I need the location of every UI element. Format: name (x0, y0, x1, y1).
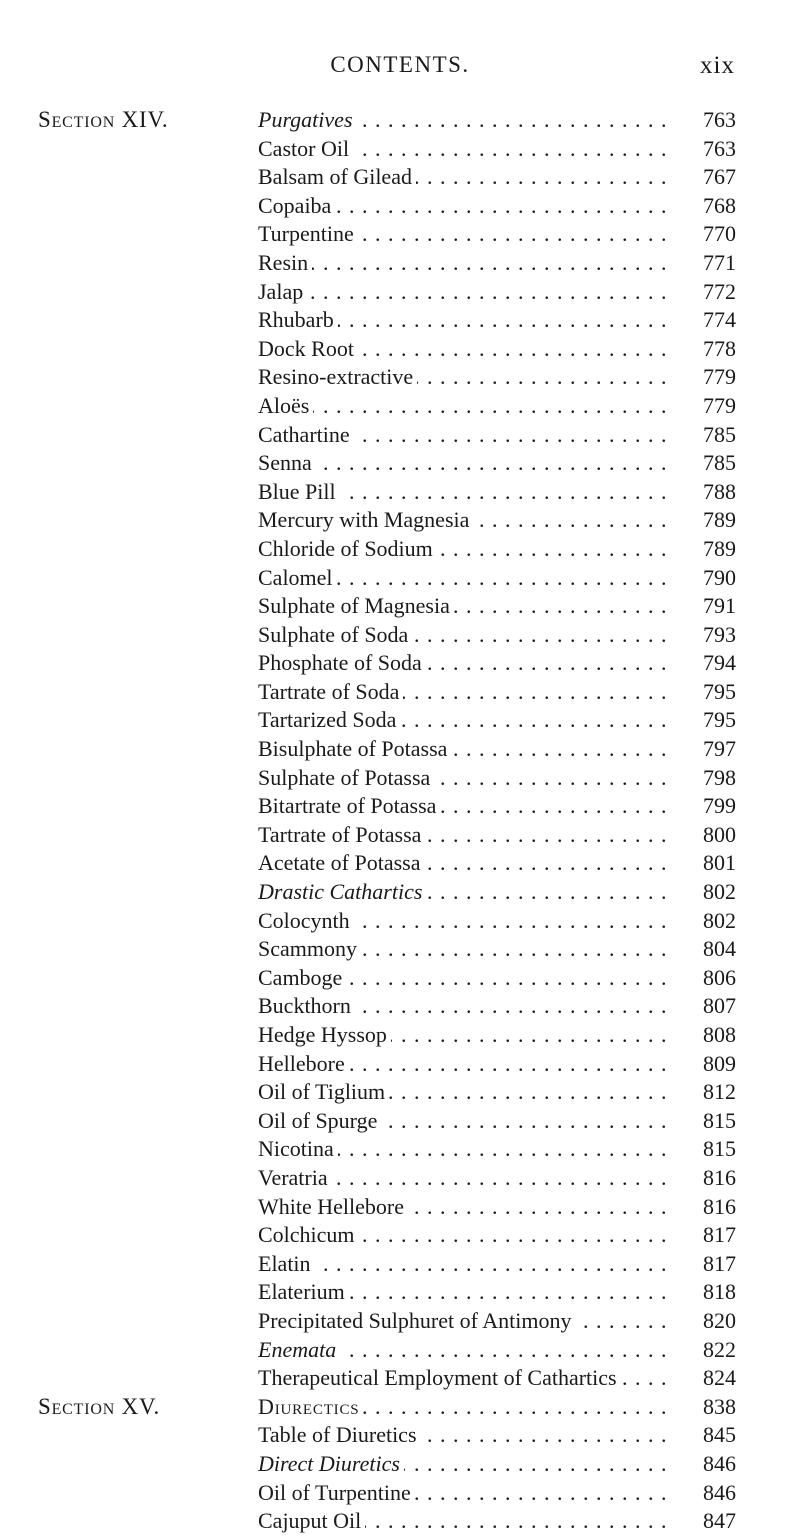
entry-label: Tartrate of Potassa (258, 822, 425, 847)
entry-label: Scammony (258, 936, 361, 961)
page-number: 763 (703, 135, 736, 161)
entry-label: Blue Pill (258, 479, 340, 504)
page-folio: xix (700, 52, 735, 79)
toc-row (0, 649, 800, 678)
toc-row (0, 220, 800, 249)
entry-label: Camboge (258, 965, 346, 990)
toc-row (0, 1336, 800, 1365)
entry-label: Senna (258, 450, 316, 475)
entry-label: Calomel (258, 565, 337, 590)
toc-row (0, 907, 800, 936)
toc-row (0, 964, 800, 993)
page-number: 772 (703, 278, 736, 304)
page-number: 795 (703, 707, 736, 733)
toc-entry (258, 649, 668, 678)
toc-entry (258, 106, 668, 135)
toc-entry (258, 163, 668, 192)
toc-entry (258, 1479, 668, 1508)
toc-entry (258, 1307, 668, 1336)
page-number: 779 (703, 364, 736, 390)
entry-label: Oil of Tiglium (258, 1079, 389, 1104)
entry-label: Resin (258, 250, 312, 275)
toc-entry (258, 1507, 668, 1536)
toc-entry (258, 421, 668, 450)
toc-row (0, 478, 800, 507)
page-number: 768 (703, 192, 736, 218)
page-number: 845 (703, 1422, 736, 1448)
page-number: 793 (703, 621, 736, 647)
toc-row (0, 849, 800, 878)
toc-entry (258, 1393, 668, 1422)
toc-entry (258, 535, 668, 564)
toc-row (0, 1107, 800, 1136)
section-heading: Section XIV. (38, 107, 169, 132)
entry-label: Hellebore (258, 1051, 349, 1076)
page-number: 804 (703, 936, 736, 962)
toc-entry (258, 220, 668, 249)
page-number: 824 (703, 1365, 736, 1391)
toc-row (0, 1507, 800, 1536)
entry-label: Bitartrate of Potassa (258, 793, 440, 818)
toc-row (0, 735, 800, 764)
entry-label: Rhubarb (258, 307, 338, 332)
toc-row (0, 1450, 800, 1479)
page-number: 802 (703, 907, 736, 933)
page-number: 800 (703, 821, 736, 847)
toc-entry (258, 878, 668, 907)
page-number: 785 (703, 450, 736, 476)
toc-row (0, 821, 800, 850)
entry-label: Hedge Hyssop (258, 1022, 391, 1047)
entry-label: Bisulphate of Potassa (258, 736, 451, 761)
toc-row (0, 1307, 800, 1336)
page-header (0, 52, 800, 92)
entry-label: Chloride of Sodium (258, 536, 437, 561)
entry-label: Colchicum (258, 1222, 359, 1247)
toc-row (0, 535, 800, 564)
page-number: 815 (703, 1136, 736, 1162)
toc-entry (258, 335, 668, 364)
toc-entry (258, 278, 668, 307)
toc-entry (258, 1336, 668, 1365)
toc-entry (258, 1107, 668, 1136)
page-number: 818 (703, 1279, 736, 1305)
entry-label: Resino-extractive (258, 364, 417, 389)
page-number: 771 (703, 249, 736, 275)
page-number: 763 (703, 107, 736, 132)
toc-entry (258, 1450, 668, 1479)
toc-row (0, 621, 800, 650)
entry-label: Cajuput Oil (258, 1508, 365, 1533)
toc-entry (258, 735, 668, 764)
toc-row (0, 706, 800, 735)
page-number: 791 (703, 593, 736, 619)
toc-row (0, 878, 800, 907)
toc-row (0, 1135, 800, 1164)
toc-row (0, 1221, 800, 1250)
page-number: 807 (703, 993, 736, 1019)
entry-label: Tartarized Soda (258, 707, 400, 732)
running-title: CONTENTS. (330, 52, 470, 77)
toc-entry (258, 1221, 668, 1250)
page-number: 846 (703, 1450, 736, 1476)
entry-label: Nicotina (258, 1136, 338, 1161)
toc-row (0, 421, 800, 450)
entry-label: Balsam of Gilead (258, 164, 416, 189)
toc-row (0, 335, 800, 364)
toc-entry (258, 306, 668, 335)
page-number: 820 (703, 1307, 736, 1333)
toc-row (0, 792, 800, 821)
entry-label: Castor Oil (258, 136, 353, 161)
section-heading: Section XV. (38, 1393, 161, 1419)
toc-entry (258, 1193, 668, 1222)
toc-entry (258, 1421, 668, 1450)
toc-entry (258, 1250, 668, 1279)
page-number: 789 (703, 535, 736, 561)
page-number: 795 (703, 678, 736, 704)
page-number: 817 (703, 1250, 736, 1276)
page-number: 809 (703, 1050, 736, 1076)
entry-label: Oil of Turpentine (258, 1480, 415, 1505)
page-number: 788 (703, 478, 736, 504)
page-number: 779 (703, 392, 736, 418)
toc-entry (258, 192, 668, 221)
toc-entry (258, 1278, 668, 1307)
entry-label: Elatin (258, 1251, 315, 1276)
toc-entry (258, 135, 668, 164)
page-number: 774 (703, 307, 736, 333)
page-number: 838 (703, 1393, 736, 1419)
toc-row (0, 449, 800, 478)
entry-label: Jalap (258, 279, 307, 304)
page-number: 808 (703, 1022, 736, 1047)
page-number: 798 (703, 764, 736, 790)
page-number: 802 (703, 879, 736, 905)
page-number: 770 (703, 221, 736, 247)
page-number: 817 (703, 1222, 736, 1248)
toc-row (0, 1278, 800, 1307)
page-number: 767 (703, 164, 736, 190)
toc-entry (258, 849, 668, 878)
entry-label: Drastic Cathartics (258, 879, 426, 904)
toc-row (0, 249, 800, 278)
page-number: 822 (703, 1336, 736, 1362)
toc-entry (258, 678, 668, 707)
entry-label: Direct Diuretics (258, 1451, 404, 1476)
toc-row (0, 1078, 800, 1107)
toc-entry (258, 363, 668, 392)
page-number: 806 (703, 964, 736, 990)
entry-label: Dock Root (258, 336, 358, 361)
page-number: 799 (703, 793, 736, 819)
toc-row (0, 1050, 800, 1079)
toc-row (0, 135, 800, 164)
toc-row (0, 1364, 800, 1393)
toc-entry (258, 935, 668, 964)
toc-row (0, 678, 800, 707)
toc-row (0, 506, 800, 535)
toc-row (0, 592, 800, 621)
entry-label: Cathartine (258, 422, 354, 447)
entry-label: Table of Diuretics (258, 1422, 421, 1447)
table-of-contents (0, 106, 800, 1536)
page-number: 778 (703, 335, 736, 361)
toc-row (0, 935, 800, 964)
entry-label: Copaiba (258, 193, 335, 218)
toc-entry (258, 907, 668, 936)
toc-entry (258, 764, 668, 793)
toc-row (0, 278, 800, 307)
entry-label: Purgatives (258, 107, 357, 132)
toc-entry (258, 1135, 668, 1164)
page-number: 846 (703, 1479, 736, 1505)
toc-entry (258, 564, 668, 593)
toc-row (0, 1393, 800, 1422)
toc-entry (258, 392, 668, 421)
page-number: 812 (703, 1079, 736, 1105)
entry-label: Precipitated Sulphuret of Antimony (258, 1308, 575, 1333)
toc-row (0, 192, 800, 221)
toc-row (0, 306, 800, 335)
toc-row (0, 163, 800, 192)
entry-label: Tartrate of Soda (258, 679, 403, 704)
toc-row (0, 1193, 800, 1222)
toc-row (0, 564, 800, 593)
entry-label: Elaterium (258, 1279, 349, 1304)
toc-entry (258, 821, 668, 850)
toc-row (0, 392, 800, 421)
toc-row (0, 1479, 800, 1508)
toc-row (0, 1164, 800, 1193)
page-number: 797 (703, 736, 736, 762)
toc-entry (258, 621, 668, 650)
toc-row (0, 1421, 800, 1450)
toc-entry (258, 506, 668, 535)
toc-entry (258, 1078, 668, 1107)
entry-label: Phosphate of Soda (258, 650, 426, 675)
entry-label: Turpentine (258, 221, 358, 246)
toc-entry (258, 964, 668, 993)
toc-entry (258, 1364, 668, 1393)
toc-entry (258, 249, 668, 278)
toc-entry (258, 592, 668, 621)
toc-entry (258, 992, 668, 1021)
entry-label: Diurectics (258, 1394, 363, 1419)
entry-label: Mercury with Magnesia (258, 507, 473, 532)
toc-entry (258, 1050, 668, 1079)
entry-label: Sulphate of Magnesia (258, 593, 454, 618)
entry-label: Acetate of Potassa (258, 850, 425, 875)
entry-label: Aloës (258, 393, 313, 418)
entry-label: Oil of Spurge (258, 1108, 381, 1133)
page-number: 815 (703, 1107, 736, 1133)
entry-label: Sulphate of Potassa (258, 765, 434, 790)
entry-label: White Hellebore (258, 1194, 408, 1219)
page-number: 789 (703, 507, 736, 533)
page-number: 816 (703, 1164, 736, 1190)
toc-row (0, 1250, 800, 1279)
toc-entry (258, 1021, 668, 1050)
toc-row (0, 992, 800, 1021)
toc-entry (258, 1164, 668, 1193)
toc-entry (258, 478, 668, 507)
page-number: 790 (703, 564, 736, 590)
entry-label: Colocynth (258, 908, 354, 933)
page-number: 794 (703, 650, 736, 676)
page-number: 816 (703, 1193, 736, 1219)
toc-entry (258, 792, 668, 821)
entry-label: Sulphate of Soda (258, 622, 412, 647)
page-number: 801 (703, 850, 736, 876)
toc-entry (258, 449, 668, 478)
toc-row (0, 1021, 800, 1050)
entry-label: Therapeutical Employment of Cathartics (258, 1365, 621, 1390)
page-number: 785 (703, 421, 736, 447)
page-number: 847 (703, 1508, 736, 1534)
entry-label: Buckthorn (258, 993, 355, 1018)
toc-entry (258, 706, 668, 735)
entry-label: Veratria (258, 1165, 332, 1190)
toc-row (0, 106, 800, 135)
toc-row (0, 764, 800, 793)
toc-row (0, 363, 800, 392)
entry-label: Enemata (258, 1337, 340, 1362)
